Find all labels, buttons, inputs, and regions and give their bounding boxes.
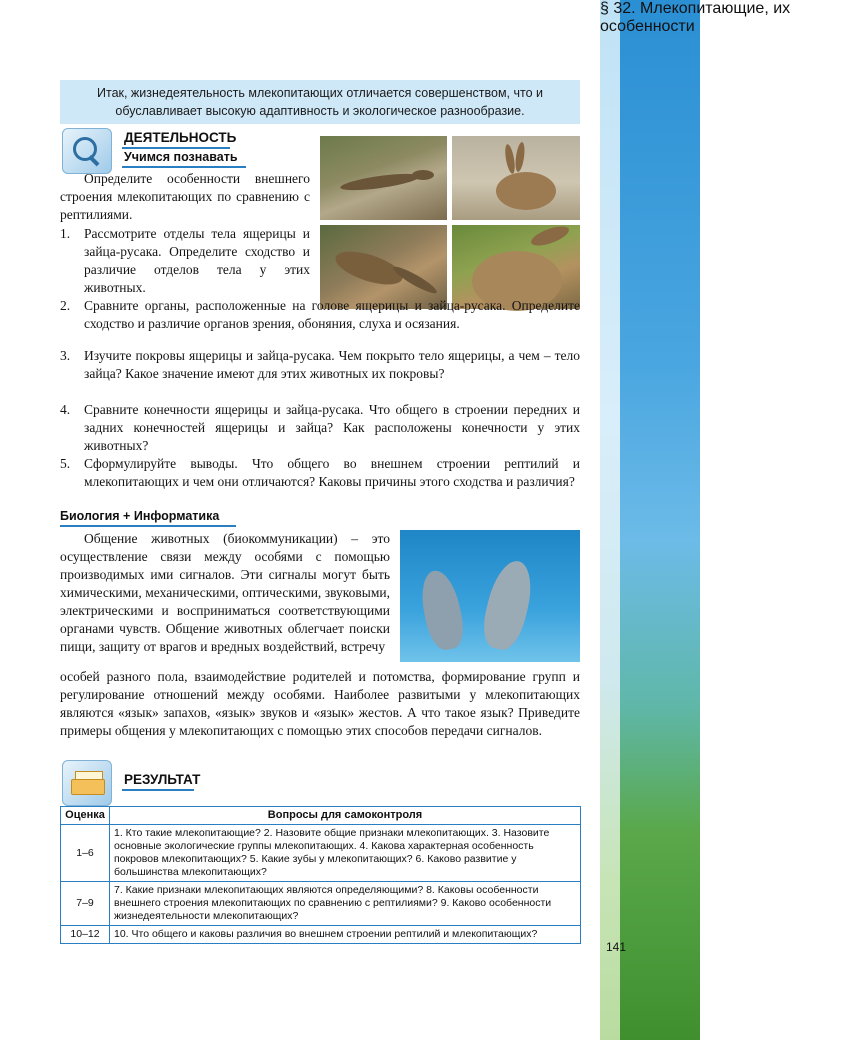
intro-summary-box: Итак, жизнедеятельность млекопитающих отличается совершенством, что и обуславливает высокую адаптивность и экологическое разнообразие. [60,80,580,124]
activity-item-3 [60,347,580,401]
lizard-photo-1 [320,136,447,220]
informatics-text: Общение животных (биокоммуникации) – это осуществление связи между особями с помощью производимых ими сигналов. Эти сигналы могут быть химическими, механическими, оптическими, звуковыми, электрическими и восприниматься соответствующими органами чувств. Общение животных облегчает поиски пищи, защиту от врагов и вредных воздействий, встречу [60,531,390,654]
item-number: 3. [60,348,71,363]
magnifier-icon [62,128,112,174]
activity-item-4 [60,401,580,455]
activity-heading-rule [122,147,230,149]
activity-item-5 [60,455,580,509]
activity-subheading: Учимся познавать [124,150,238,164]
page-number: 141 [606,940,627,954]
grade-cell: 10–12 [61,926,110,944]
header-grade: Оценка [61,807,110,825]
dolphins-photo [400,530,580,662]
hare-photo-1 [452,136,580,220]
activity-subheading-rule [122,166,246,168]
item-number: 1. [60,226,71,241]
side-strip-light-band [600,0,620,1040]
header-questions: Вопросы для самоконтроля [110,807,581,825]
result-heading-rule [122,789,194,791]
item-text: Сформулируйте выводы. Что общего во внешнем строении рептилий и млекопитающих и чем они отличаются? Каковы причины этого сходства и различия? [84,456,580,489]
self-control-table [60,806,581,944]
questions-cell: 7. Какие признаки млекопитающих являются определяющими? 8. Каковы особенности внешнего строения млекопитающих по сравнению с рептилиями? 9. Каково особенности жизнедеятельности млекопитающих? [110,882,581,926]
informatics-heading-rule [60,525,236,527]
table-row [61,926,581,944]
item-text: Сравните конечности ящерицы и зайца-русака. Что общего в строении передних и задних конечностей ящерицы и зайца? Как расположены конечности у этих животных? [84,402,580,453]
informatics-text-bottom [60,668,580,758]
grade-cell: 1–6 [61,825,110,882]
informatics-heading: Биология + Информатика [60,509,220,523]
running-head: § 32. Млекопитающие, их особенности [600,0,791,35]
informatics-text-overflow-copy: особей разного пола, взаимодействие родителей и потомства, формирование групп и регулирование отношений между особями. Наиболее развитыми у млекопитающих являются «язык» запахов, «язык» звуков и «язык» жестов. А что такое язык? Приведите примеры общения у млекопитающих с помощью этих способов передачи сигналов. [60,669,580,738]
item-number: 5. [60,456,71,471]
table-header-row [61,807,581,825]
questions-cell: 1. Кто такие млекопитающие? 2. Назовите общие признаки млекопитающих. 3. Назовите основные экологические группы млекопитающих. 4. Какова характерная особенность покровов млекопитающих? 5. Какие зубы у млекопитающих? 6. Каково развитие у большинства млекопитающих? [110,825,581,882]
item-number: 4. [60,402,71,417]
item-text: Рассмотрите отделы тела ящерицы и зайца-русака. Определите сходство и различие отделов тела у этих животных. [84,226,310,295]
informatics-text-top [60,530,390,668]
book-icon [62,760,112,806]
activity-lead: Определите особенности внешнего строения млекопитающих по сравнению с рептилиями. [60,171,310,222]
activity-item-1 [60,225,310,297]
questions-cell: 10. Что общего и каковы различия во внешнем строении рептилий и млекопитающих? [110,926,581,944]
table-row [61,825,581,882]
table-row [61,882,581,926]
item-number: 2. [60,298,71,313]
result-heading: РЕЗУЛЬТАТ [124,772,201,787]
activity-heading: ДЕЯТЕЛЬНОСТЬ [124,130,237,145]
grade-cell: 7–9 [61,882,110,926]
item-text: Изучите покровы ящерицы и зайца-русака. Чем покрыто тело ящерицы, а чем – тело зайца? Какое значение имеют для этих животных их покровы? [84,348,580,381]
item-text: Сравните органы, расположенные на голове ящерицы и зайца-русака. Определите сходство и различие органов зрения, обоняния, слуха и осязания. [84,298,580,331]
activity-item-2 [60,297,580,351]
decorative-side-strip [600,0,700,1040]
